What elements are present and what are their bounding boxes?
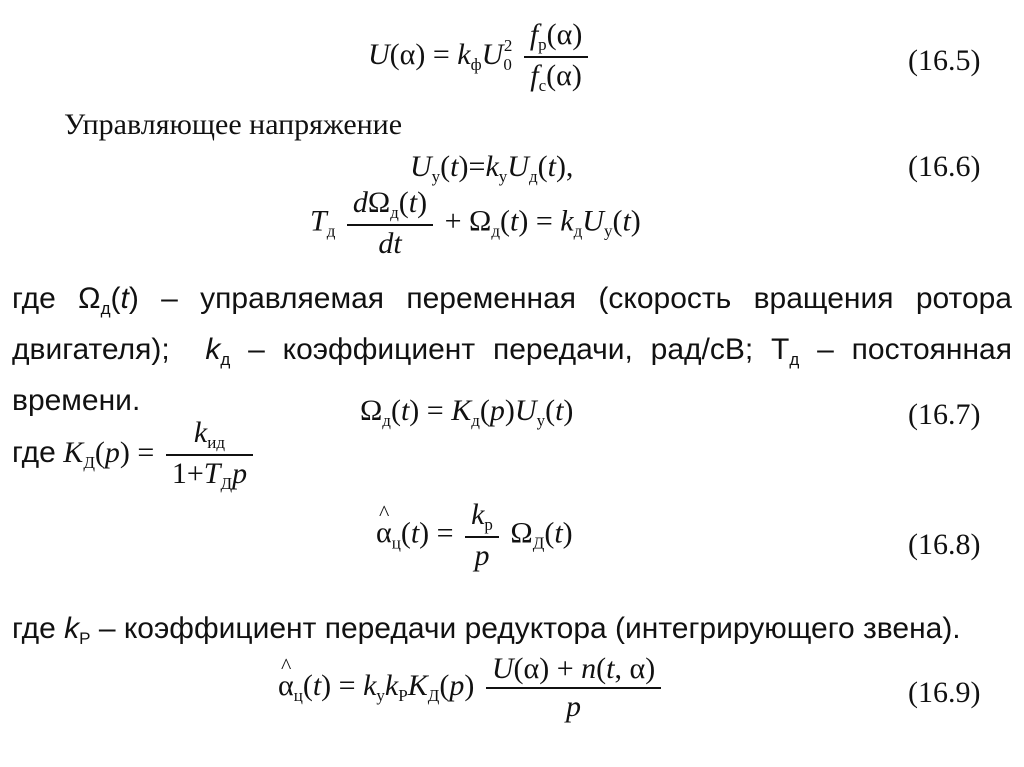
omega-description: где $\Omega_д(t)$ – управляемая переменная (скорость вращения ротора двигателя); $k_д$ – коэффициент передачи, рад/сВ; $Т_д$ – постоянная времени. [12,282,1012,417]
equation-16-8: ^ $\alpha_ц(t)$ = $\frac{k_p}{p}$ $\Omega_Д(t)$ [376,500,573,571]
kp-description: где $k_Р$ – коэффициент передачи редуктора (интегрирующего звена). [12,612,961,648]
equation-16-6: $U_у(t)=k_уU_д(t)$, [410,150,574,186]
transfer-function-definition: где $K_Д(p)$ = $\frac{k_{ид}}{1+T_Дp}$ [12,418,257,492]
equation-number-16-9: (16.9) [908,676,981,709]
equation-number-16-8: (16.8) [908,528,981,561]
equation-number-16-7: (16.7) [908,398,981,431]
equation-motor-dynamics: $T_д$ $\frac{d\Omega_д(t)}{dt}$ + $\Omega_д(t) = k_дU_у(t)$ [310,186,641,260]
equation-16-9: ^ $\alpha_ц(t) = k_уk_РK_Д(p)$ $\frac{U(\alpha) + n(t, \alpha)}{p}$ [278,654,665,722]
equation-number-16-5: (16.5) [908,44,981,77]
control-voltage-label: Управляющее напряжение [64,108,403,141]
equation-16-7: $\Omega_д(t) = K_д(p)U_у(t)$ [360,394,574,430]
equation-16-5: $U(\alpha) = k_фU_0^2$ $\frac{f_р(\alpha)}{f_с(\alpha)}$ [368,20,592,94]
equation-number-16-6: (16.6) [908,150,981,183]
